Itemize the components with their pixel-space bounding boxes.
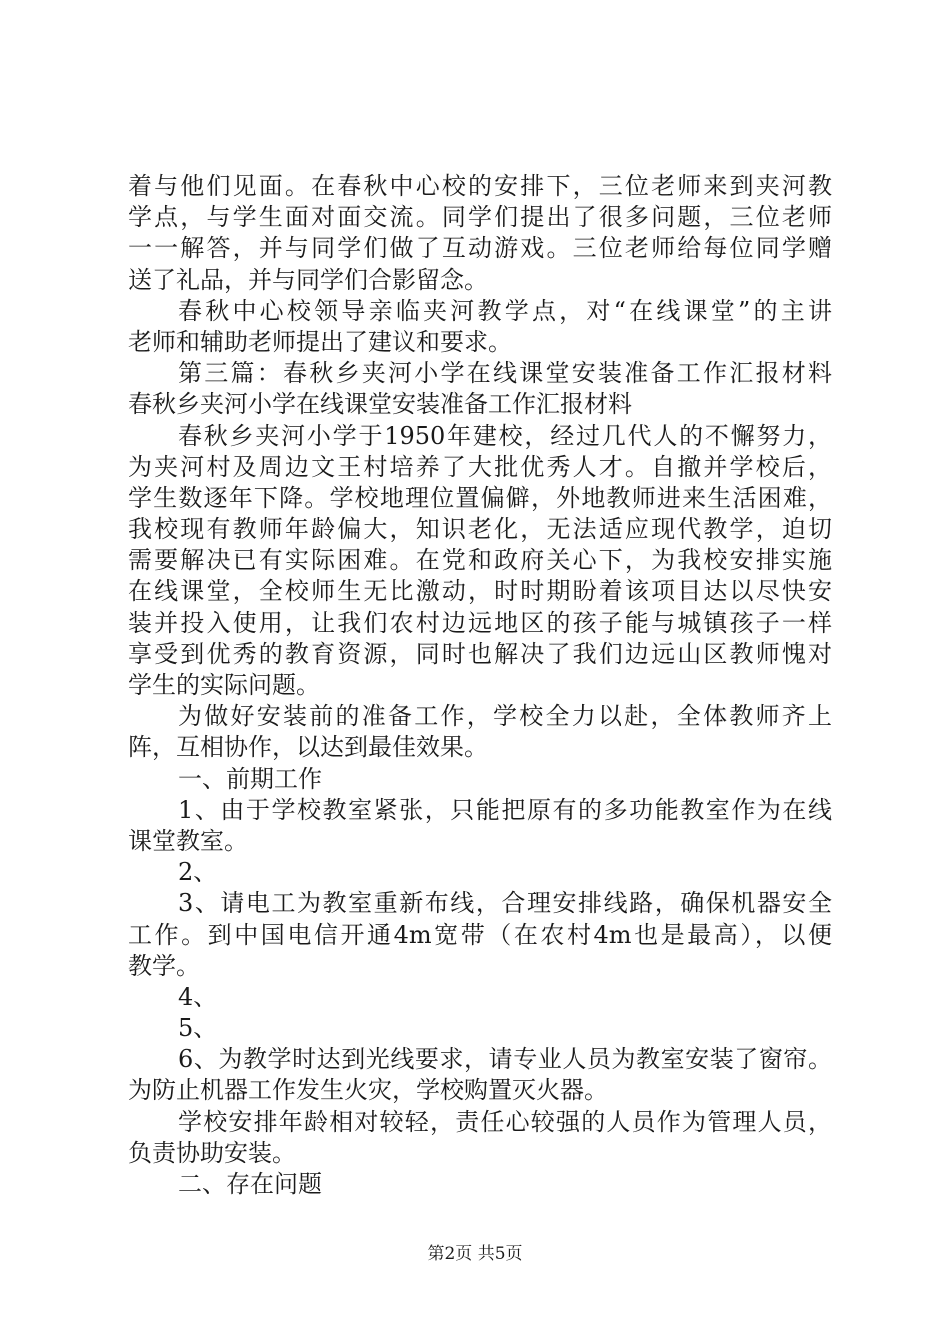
text-line: 送了礼品，并与同学们合影留念。: [128, 265, 488, 294]
text-line: 为做好安装前的准备工作，学校全力以赴，全体教师齐上: [178, 702, 832, 731]
text-line: 负责协助安装。: [128, 1138, 296, 1167]
document-body: [128, 171, 832, 1200]
text-line: 在线课堂，全校师生无比激动，时时期盼着该项目达以尽快安: [128, 577, 832, 606]
list-heading: 一、前期工作: [178, 764, 322, 793]
text-line: 我校现有教师年龄偏大，知识老化，无法适应现代教学，迫切: [128, 515, 832, 544]
text-line: 学生的实际问题。: [128, 671, 320, 699]
section-heading: 第三篇：春秋乡夹河小学在线课堂安装准备工作汇报材料: [178, 359, 832, 388]
text-line: 装并投入使用，让我们农村边远地区的孩子能与城镇孩子一样: [128, 608, 832, 637]
text-line: 为夹河村及周边文王村培养了大批优秀人才。自撤并学校后，: [128, 452, 832, 481]
text-line: 春秋乡夹河小学于1950年建校，经过几代人的不懈努力，: [178, 421, 832, 450]
text-line: 学点，与学生面对面交流。同学们提出了很多问题，三位老师: [128, 203, 832, 232]
text-line: 学生数逐年下降。学校地理位置偏僻，外地教师进来生活困难，: [128, 483, 832, 512]
section-heading: 春秋乡夹河小学在线课堂安装准备工作汇报材料: [128, 390, 632, 419]
text-line: 需要解决已有实际困难。在党和政府关心下，为我校安排实施: [128, 546, 832, 575]
text-line: 阵，互相协作，以达到最佳效果。: [128, 733, 488, 762]
text-line: 老师和辅助老师提出了建议和要求。: [128, 327, 512, 356]
list-item-continuation: 为防止机器工作发生火灾，学校购置灭火器。: [128, 1076, 608, 1105]
list-item-continuation: 工作。到中国电信开通4m宽带（在农村4m也是最高），以便: [128, 920, 832, 949]
list-item: 5、: [178, 1014, 218, 1043]
text-line: 享受到优秀的教育资源，同时也解决了我们边远山区教师愧对: [128, 639, 832, 668]
text-line: 春秋中心校领导亲临夹河教学点，对“在线课堂”的主讲: [178, 296, 832, 325]
list-item-continuation: 教学。: [128, 951, 200, 980]
list-item: 4、: [178, 982, 218, 1011]
list-item: 6、为教学时达到光线要求，请专业人员为教室安装了窗帘。: [178, 1045, 832, 1074]
text-line: 一一解答，并与同学们做了互动游戏。三位老师给每位同学赠: [128, 234, 832, 263]
page-number-footer: 第2页 共5页: [427, 1244, 523, 1264]
text-line: 学校安排年龄相对较轻，责任心较强的人员作为管理人员，: [178, 1107, 832, 1136]
list-item: 1、由于学校教室紧张，只能把原有的多功能教室作为在线: [178, 795, 832, 824]
list-item: 2、: [178, 858, 218, 887]
list-item-continuation: 课堂教室。: [128, 826, 248, 855]
text-line: 着与他们见面。在春秋中心校的安排下，三位老师来到夹河教: [128, 172, 832, 200]
list-item: 3、请电工为教室重新布线，合理安排线路，确保机器安全: [178, 889, 832, 918]
list-heading: 二、存在问题: [178, 1170, 322, 1198]
